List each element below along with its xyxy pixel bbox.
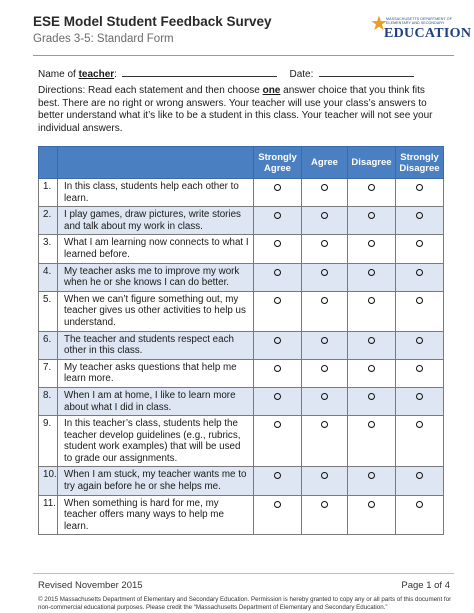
radio-disagree[interactable] [368, 240, 375, 247]
header-number [39, 147, 58, 179]
directions-part1: Directions: Read each statement and then choose [38, 85, 263, 96]
option-cell-agree [302, 359, 348, 387]
name-label-prefix: Name of [38, 69, 79, 80]
ese-logo [370, 13, 472, 48]
star-icon: ★ [370, 13, 388, 35]
date-field[interactable] [319, 67, 414, 77]
radio-strongly-agree[interactable] [274, 184, 281, 191]
item-statement: When I am at home, I like to learn more about what I did in class. [58, 387, 254, 415]
item-statement: In this teacher’s class, students help the teacher develop guidelines (e.g., rubrics, student work examples) that will be used to grade our assignments. [58, 416, 254, 467]
option-cell-agree [302, 179, 348, 207]
radio-agree[interactable] [321, 365, 328, 372]
table-row [39, 467, 444, 495]
item-statement: When something is hard for me, my teacher offers many ways to help me learn. [58, 495, 254, 535]
item-number: 4. [39, 263, 58, 291]
table-row [39, 235, 444, 263]
radio-disagree[interactable] [368, 501, 375, 508]
radio-strongly-agree[interactable] [274, 269, 281, 276]
name-label-colon: : [114, 69, 117, 80]
option-cell-strongly-agree [254, 495, 302, 535]
item-statement: The teacher and students respect each other in this class. [58, 331, 254, 359]
option-cell-disagree [348, 263, 396, 291]
item-statement: In this class, students help each other to learn. [58, 179, 254, 207]
item-number: 10. [39, 467, 58, 495]
copyright-notice: © 2015 Massachusetts Department of Elementary and Secondary Education. Permission is hereby granted to copy any or all parts of this document for non-commercial educational purposes. Please credit the “Massachusetts Department of Elementary and Secondary Education.” [38, 596, 452, 611]
option-cell-strongly-agree [254, 359, 302, 387]
directions-part2: answer choice that you think fits best. There are no right or wrong answers. Your teacher will use your class’s answers to better understand what it’s like to be a student in this class. Your teacher will not see your individual answers. [38, 85, 433, 134]
radio-strongly-disagree[interactable] [416, 501, 423, 508]
option-cell-disagree [348, 179, 396, 207]
logo-small-text: MASSACHUSETTS DEPARTMENT OF ELEMENTARY AND SECONDARY [386, 17, 452, 25]
radio-strongly-agree[interactable] [274, 297, 281, 304]
item-number: 6. [39, 331, 58, 359]
table-row [39, 331, 444, 359]
radio-agree[interactable] [321, 472, 328, 479]
radio-strongly-disagree[interactable] [416, 240, 423, 247]
page-header [33, 13, 472, 52]
option-cell-strongly-agree [254, 263, 302, 291]
radio-strongly-disagree[interactable] [416, 297, 423, 304]
teacher-name-field[interactable] [122, 67, 277, 77]
radio-strongly-disagree[interactable] [416, 337, 423, 344]
radio-disagree[interactable] [368, 337, 375, 344]
page-prefix: Page [401, 580, 427, 591]
option-cell-agree [302, 331, 348, 359]
date-label: Date: [289, 69, 314, 80]
option-cell-agree [302, 207, 348, 235]
radio-agree[interactable] [321, 501, 328, 508]
option-cell-strongly-disagree [396, 291, 444, 331]
radio-agree[interactable] [321, 212, 328, 219]
option-cell-strongly-disagree [396, 467, 444, 495]
option-cell-strongly-agree [254, 467, 302, 495]
radio-strongly-agree[interactable] [274, 501, 281, 508]
item-number: 2. [39, 207, 58, 235]
radio-strongly-agree[interactable] [274, 337, 281, 344]
radio-disagree[interactable] [368, 365, 375, 372]
table-header-row [39, 147, 444, 179]
option-cell-disagree [348, 291, 396, 331]
item-statement: My teacher asks questions that help me learn more. [58, 359, 254, 387]
item-statement: I play games, draw pictures, write stories and talk about my work in class. [58, 207, 254, 235]
survey-body [39, 179, 444, 535]
page-subtitle: Grades 3-5: Standard Form [33, 33, 174, 45]
radio-strongly-disagree[interactable] [416, 212, 423, 219]
radio-strongly-disagree[interactable] [416, 393, 423, 400]
header-statement [58, 147, 254, 179]
radio-disagree[interactable] [368, 472, 375, 479]
item-number: 11. [39, 495, 58, 535]
option-cell-disagree [348, 387, 396, 415]
radio-strongly-agree[interactable] [274, 472, 281, 479]
item-number: 1. [39, 179, 58, 207]
name-label-teacher: teacher [78, 69, 115, 80]
radio-agree[interactable] [321, 240, 328, 247]
radio-strongly-agree[interactable] [274, 393, 281, 400]
radio-strongly-disagree[interactable] [416, 421, 423, 428]
radio-disagree[interactable] [368, 421, 375, 428]
radio-disagree[interactable] [368, 269, 375, 276]
option-cell-strongly-disagree [396, 331, 444, 359]
footer-divider [33, 573, 454, 574]
option-cell-disagree [348, 467, 396, 495]
item-statement: What I am learning now connects to what I learned before. [58, 235, 254, 263]
option-cell-strongly-agree [254, 387, 302, 415]
radio-agree[interactable] [321, 421, 328, 428]
option-cell-disagree [348, 359, 396, 387]
survey-table [38, 146, 444, 535]
item-number: 5. [39, 291, 58, 331]
radio-disagree[interactable] [368, 184, 375, 191]
item-number: 9. [39, 416, 58, 467]
item-number: 3. [39, 235, 58, 263]
table-row [39, 263, 444, 291]
radio-strongly-agree[interactable] [274, 365, 281, 372]
radio-disagree[interactable] [368, 393, 375, 400]
page-of: of [431, 580, 445, 591]
radio-strongly-disagree[interactable] [416, 184, 423, 191]
radio-agree[interactable] [321, 337, 328, 344]
table-row [39, 179, 444, 207]
option-cell-strongly-agree [254, 291, 302, 331]
radio-strongly-agree[interactable] [274, 421, 281, 428]
option-cell-strongly-disagree [396, 235, 444, 263]
radio-agree[interactable] [321, 184, 328, 191]
header-strongly-agree: Strongly Agree [254, 147, 302, 179]
page-title: ESE Model Student Feedback Survey [33, 14, 272, 29]
option-cell-strongly-disagree [396, 179, 444, 207]
option-cell-agree [302, 416, 348, 467]
radio-agree[interactable] [321, 393, 328, 400]
option-cell-disagree [348, 495, 396, 535]
table-row [39, 495, 444, 535]
revised-date: Revised November 2015 [38, 580, 143, 591]
option-cell-agree [302, 387, 348, 415]
option-cell-strongly-disagree [396, 495, 444, 535]
option-cell-disagree [348, 207, 396, 235]
radio-disagree[interactable] [368, 212, 375, 219]
option-cell-strongly-agree [254, 331, 302, 359]
item-statement: My teacher asks me to improve my work when he or she knows I can do better. [58, 263, 254, 291]
option-cell-agree [302, 495, 348, 535]
option-cell-strongly-disagree [396, 207, 444, 235]
header-divider [33, 55, 454, 56]
table-row [39, 291, 444, 331]
radio-agree[interactable] [321, 297, 328, 304]
item-statement: When I am stuck, my teacher wants me to try again before he or she helps me. [58, 467, 254, 495]
logo-big-text: EDUCATION [384, 26, 472, 41]
table-row [39, 359, 444, 387]
page-number [401, 580, 450, 591]
option-cell-strongly-disagree [396, 387, 444, 415]
radio-agree[interactable] [321, 269, 328, 276]
option-cell-strongly-agree [254, 179, 302, 207]
radio-strongly-agree[interactable] [274, 212, 281, 219]
option-cell-strongly-agree [254, 235, 302, 263]
radio-strongly-disagree[interactable] [416, 472, 423, 479]
option-cell-disagree [348, 416, 396, 467]
table-row [39, 387, 444, 415]
option-cell-agree [302, 467, 348, 495]
option-cell-strongly-agree [254, 207, 302, 235]
table-row [39, 207, 444, 235]
option-cell-strongly-disagree [396, 263, 444, 291]
radio-disagree[interactable] [368, 297, 375, 304]
item-number: 8. [39, 387, 58, 415]
item-statement: When we can’t figure something out, my teacher gives us other activities to help us understand. [58, 291, 254, 331]
radio-strongly-agree[interactable] [274, 240, 281, 247]
name-date-line [38, 67, 414, 80]
header-disagree: Disagree [348, 147, 396, 179]
option-cell-strongly-disagree [396, 416, 444, 467]
option-cell-strongly-disagree [396, 359, 444, 387]
option-cell-agree [302, 263, 348, 291]
directions-paragraph [38, 85, 448, 135]
option-cell-agree [302, 235, 348, 263]
option-cell-strongly-agree [254, 416, 302, 467]
directions-one: one [262, 85, 281, 96]
table-row [39, 416, 444, 467]
option-cell-disagree [348, 331, 396, 359]
header-agree: Agree [302, 147, 348, 179]
radio-strongly-disagree[interactable] [416, 269, 423, 276]
page-total: 4 [444, 580, 450, 591]
header-strongly-disagree: Strongly Disagree [396, 147, 444, 179]
option-cell-disagree [348, 235, 396, 263]
option-cell-agree [302, 291, 348, 331]
radio-strongly-disagree[interactable] [416, 365, 423, 372]
item-number: 7. [39, 359, 58, 387]
page-current: 1 [426, 580, 432, 591]
